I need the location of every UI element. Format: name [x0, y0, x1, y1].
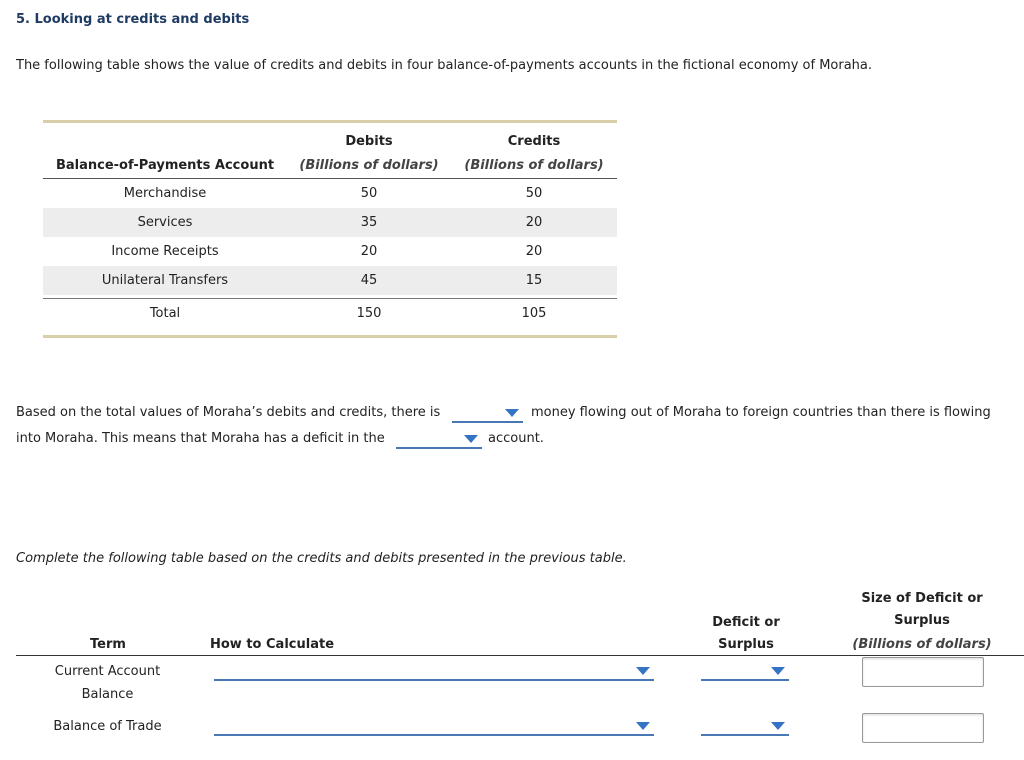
- account-dropdown[interactable]: [396, 431, 482, 449]
- row-account: Income Receipts: [111, 244, 219, 259]
- dropdown-arrow-icon: [636, 722, 650, 730]
- row-debits: 35: [360, 215, 378, 230]
- sentence-part-4: account.: [488, 431, 544, 446]
- how-to-calculate-dropdown[interactable]: [214, 718, 654, 736]
- total-row: [43, 299, 617, 328]
- header-how-to-calculate: How to Calculate: [210, 637, 335, 652]
- dropdown-arrow-icon: [771, 667, 785, 675]
- deficit-surplus-dropdown[interactable]: [701, 718, 789, 736]
- row-credits: 20: [525, 244, 543, 259]
- dropdown-arrow-icon: [636, 667, 650, 675]
- sentence-part-3: into Moraha. This means that Moraha has a deficit in the: [16, 431, 385, 446]
- header-size-2: Surplus: [894, 613, 950, 628]
- total-debits: 150: [356, 306, 382, 321]
- table-row: [43, 179, 617, 208]
- header-deficit-or-surplus-2: Surplus: [718, 637, 774, 652]
- row-account: Merchandise: [123, 186, 207, 201]
- dropdown-arrow-icon: [505, 409, 519, 417]
- header-debits: Debits: [345, 134, 393, 149]
- header-credits: Credits: [507, 134, 561, 149]
- row-debits: 50: [360, 186, 378, 201]
- sentence-part-1: Based on the total values of Moraha’s debits and credits, there is: [16, 405, 441, 420]
- total-credits: 105: [521, 306, 547, 321]
- header-account: Balance-of-Payments Account: [55, 158, 275, 173]
- header-deficit-or-surplus-1: Deficit or: [712, 615, 780, 630]
- deficit-surplus-dropdown[interactable]: [701, 663, 789, 681]
- dropdown-arrow-icon: [771, 722, 785, 730]
- sentence-part-2: money flowing out of Moraha to foreign countries than there is flowing: [531, 405, 991, 420]
- question-title: 5. Looking at credits and debits: [16, 12, 250, 27]
- header-debits-unit: (Billions of dollars): [299, 158, 439, 173]
- total-label: Total: [149, 306, 181, 321]
- row-account: Unilateral Transfers: [101, 273, 229, 288]
- more-less-dropdown[interactable]: [452, 405, 523, 423]
- row-debits: 20: [360, 244, 378, 259]
- question-intro: The following table shows the value of credits and debits in four balance-of-payments accounts in the fictional economy of Moraha.: [16, 58, 873, 73]
- instruction-text: Complete the following table based on the credits and debits presented in the previous table.: [16, 551, 627, 566]
- header-term: Term: [90, 637, 126, 652]
- header-credits-unit: (Billions of dollars): [464, 158, 604, 173]
- row-debits: 45: [360, 273, 378, 288]
- header-divider: [16, 655, 1024, 656]
- header-size-unit: (Billions of dollars): [852, 637, 992, 652]
- row-account: Services: [137, 215, 193, 230]
- row-credits: 20: [525, 215, 543, 230]
- term-line-2: Balance: [81, 687, 134, 702]
- table-top-rule: [43, 120, 617, 123]
- row-credits: 15: [525, 273, 543, 288]
- how-to-calculate-dropdown[interactable]: [214, 663, 654, 681]
- term-current-account: [30, 664, 185, 702]
- size-input[interactable]: [862, 657, 984, 687]
- table-row: [43, 208, 617, 237]
- dropdown-arrow-icon: [464, 435, 478, 443]
- term-balance-of-trade: [30, 719, 185, 734]
- size-input[interactable]: [862, 713, 984, 743]
- table-bottom-rule: [43, 335, 617, 338]
- table-row: [43, 237, 617, 266]
- header-size-1: Size of Deficit or: [861, 591, 983, 606]
- row-credits: 50: [525, 186, 543, 201]
- term-line-1: Current Account: [54, 664, 161, 679]
- term-line-1: Balance of Trade: [53, 719, 162, 734]
- table-row: [43, 266, 617, 295]
